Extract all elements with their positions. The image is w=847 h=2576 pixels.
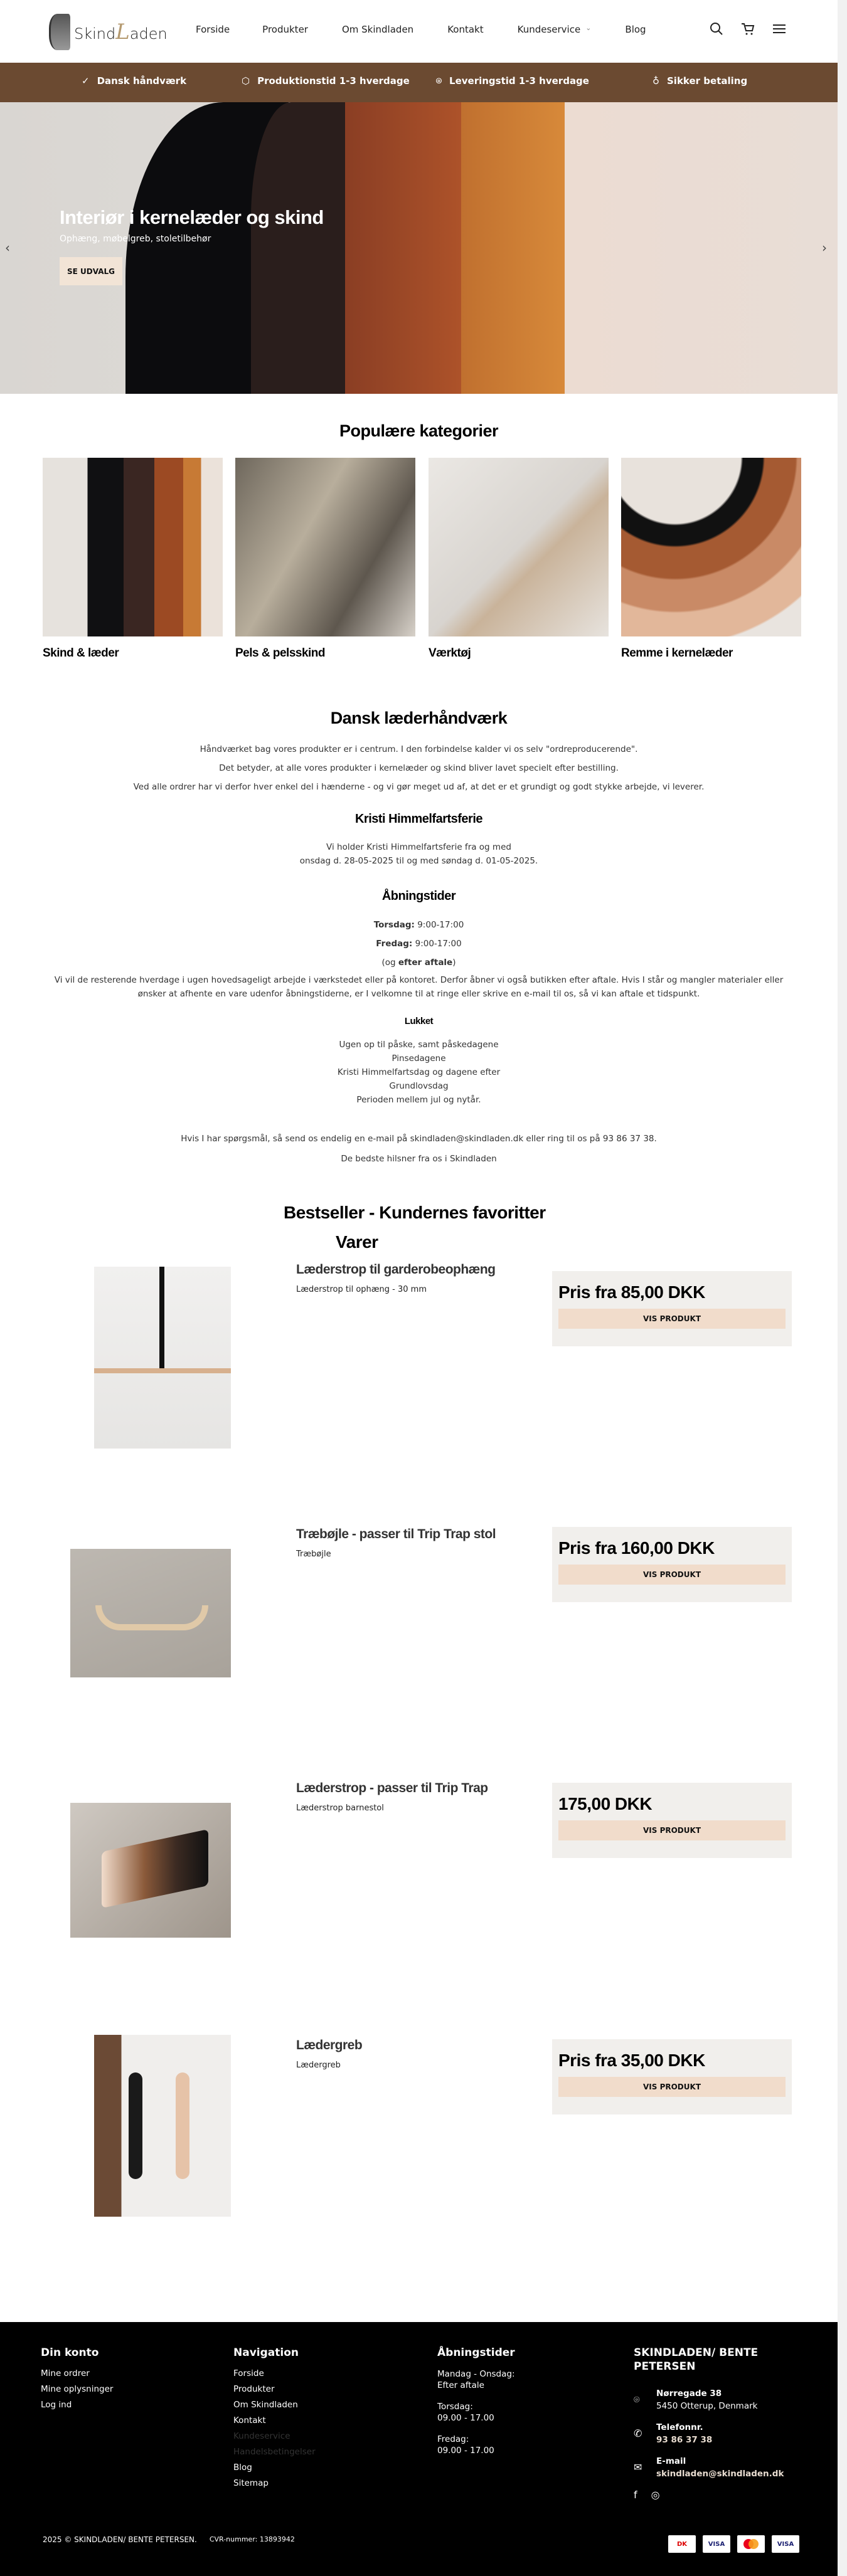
contact-text — [0, 1129, 838, 1169]
address: ⌾ Nørregade 38 5450 Otterup, Denmark — [634, 2389, 758, 2411]
usp-label: Leveringstid 1-3 hverdage — [449, 75, 589, 87]
footer-contact — [634, 2346, 791, 2501]
see-selection-button[interactable]: SE UDVALG — [60, 257, 122, 285]
closed-item: Pinsedagene — [392, 1053, 446, 1064]
main-nav — [196, 24, 646, 35]
phone-icon: ✆ — [634, 2427, 642, 2439]
price-box — [552, 2039, 792, 2114]
menu-icon[interactable] — [772, 21, 787, 36]
product-price: Pris fra 85,00 DKK — [558, 1282, 705, 1302]
holiday-text — [0, 840, 838, 868]
hero-image-leather-brown — [251, 102, 351, 394]
footer-link-info[interactable]: Mine oplysninger — [41, 2384, 114, 2394]
product-info — [296, 2038, 362, 2070]
dankort-icon: DK — [668, 2535, 696, 2553]
footer-hours-row: Mandag - Onsdag: Efter aftale — [437, 2369, 515, 2390]
category-card[interactable] — [621, 458, 801, 660]
footer-navigation — [233, 2346, 316, 2491]
hours-text: Vi vil de resterende hverdage i ugen hovedsageligt arbejde i værkstedet eller på kontoret. Derfor åbner vi også butikken efter aftale. Hvis I står og mangler materialer eller ønsker at afhente en vare udenfor åbningstiderne, er I velkomne til at ringe eller skrive en e-mail til os, så vi kan aftale et tidspunkt. — [54, 975, 784, 999]
logo[interactable] — [49, 13, 174, 51]
check-icon: ✓ — [82, 75, 90, 87]
category-image — [43, 458, 223, 636]
nav-om-skindladen[interactable]: Om Skindladen — [341, 24, 414, 35]
closed-title: Lukket — [404, 1016, 434, 1027]
price-box — [552, 1271, 792, 1346]
search-icon[interactable] — [709, 21, 724, 36]
product-name[interactable]: Lædergreb — [296, 2038, 363, 2052]
holiday-title: Kristi Himmelfartsferie — [354, 812, 483, 826]
closed-item: Kristi Himmelfartsdag og dagene efter — [337, 1067, 501, 1077]
price-box — [552, 1783, 792, 1858]
hours-row: Fredag: 9:00-17:00 — [376, 939, 462, 949]
closed-item: Perioden mellem jul og nytår. — [356, 1095, 481, 1105]
footer-heading: Din konto — [41, 2346, 99, 2359]
hours-list — [0, 916, 838, 972]
slider-next-icon[interactable]: › — [822, 240, 827, 255]
product-image[interactable] — [94, 2035, 231, 2217]
view-product-button[interactable]: VIS PRODUKT — [558, 1820, 786, 1840]
footer-link[interactable]: Kundeservice — [233, 2431, 290, 2441]
mail-icon: ✉ — [634, 2461, 642, 2473]
category-label: Remme i kernelæder — [621, 647, 733, 660]
logo-text: SkindLaden — [74, 19, 168, 45]
category-image — [621, 458, 801, 636]
view-product-button[interactable]: VIS PRODUKT — [558, 1309, 786, 1329]
product-desc: Træbøjle — [296, 1549, 331, 1559]
copyright-row — [43, 2535, 295, 2544]
product-image[interactable] — [70, 1549, 231, 1677]
footer-link[interactable]: Om Skindladen — [233, 2400, 298, 2410]
product-desc: Læderstrop barnestol — [296, 1803, 384, 1813]
usp-item — [242, 75, 410, 87]
holiday-line: Vi holder Kristi Himmelfartsferie fra og med — [326, 842, 511, 852]
copyright: 2025 © SKINDLADEN/ BENTE PETERSEN. — [43, 2535, 197, 2544]
header-icons — [709, 21, 787, 36]
product-info — [296, 1262, 496, 1294]
visa-electron-icon: VISA — [703, 2535, 730, 2553]
product-desc: Læderstrop til ophæng - 30 mm — [296, 1285, 427, 1294]
product-info — [296, 1527, 496, 1559]
appointment-note: (og efter aftale) — [381, 958, 456, 968]
product-price: 175,00 DKK — [558, 1794, 653, 1813]
bestseller-title: Bestseller - Kundernes favoritter — [284, 1203, 546, 1222]
footer-link[interactable]: Produkter — [233, 2384, 275, 2394]
hours-row: Torsdag: 9:00-17:00 — [373, 920, 464, 930]
category-card[interactable] — [429, 458, 609, 660]
price-box — [552, 1527, 792, 1602]
footer-link-orders[interactable]: Mine ordrer — [41, 2368, 90, 2378]
products-subtitle: Varer — [336, 1232, 378, 1252]
view-product-button[interactable]: VIS PRODUKT — [558, 2077, 786, 2097]
hours-title: Åbningstider — [381, 889, 456, 903]
footer-link[interactable]: Sitemap — [233, 2478, 269, 2488]
cart-icon[interactable] — [740, 21, 755, 36]
award-icon: ♁ — [653, 75, 659, 87]
closed-list — [0, 1038, 838, 1107]
chevron-down-icon[interactable]: ⌄ — [585, 24, 592, 32]
category-image — [429, 458, 609, 636]
footer-link[interactable]: Forside — [233, 2368, 264, 2378]
footer-heading: SKINDLADEN/ BENTE PETERSEN — [634, 2346, 759, 2373]
nav-kundeservice[interactable]: Kundeservice — [517, 24, 581, 35]
footer-link[interactable]: Kontakt — [233, 2415, 266, 2426]
about-line: Håndværket bag vores produkter er i centrum. I den forbindelse kalder vi os selv "ordreproducerende". — [200, 744, 638, 754]
category-label: Skind & læder — [43, 647, 119, 660]
nav-produkter[interactable]: Produkter — [262, 24, 308, 35]
footer-link-login[interactable]: Log ind — [41, 2400, 72, 2410]
usp-label: Sikker betaling — [667, 75, 748, 87]
contact-line: Hvis I har spørgsmål, så send os endelig en e-mail på skindladen@skindladen.dk eller ring til os på 93 86 37 38. — [181, 1134, 657, 1144]
package-icon: ⬡ — [242, 75, 250, 87]
product-info — [296, 1781, 488, 1813]
nav-forside[interactable]: Forside — [196, 24, 230, 35]
usp-bar — [0, 63, 838, 102]
about-title: Dansk læderhåndværk — [330, 709, 508, 727]
closed-item: Grundlovsdag — [389, 1081, 449, 1091]
email[interactable]: ✉ E-mail skindladen@skindladen.dk — [634, 2456, 784, 2479]
category-label: Pels & pelsskind — [235, 647, 326, 660]
facebook-icon[interactable]: f — [634, 2489, 637, 2501]
hero-slider — [0, 102, 838, 394]
category-card[interactable] — [43, 458, 223, 660]
cvr-number: CVR-nummer: 13893942 — [209, 2535, 295, 2543]
category-image — [235, 458, 415, 636]
slider-prev-icon[interactable]: ‹ — [5, 240, 10, 255]
nav-blog[interactable]: Blog — [625, 24, 646, 35]
nav-kontakt[interactable]: Kontakt — [447, 24, 484, 35]
category-label: Værktøj — [429, 647, 471, 660]
instagram-icon[interactable]: ◎ — [651, 2489, 660, 2501]
hero-image-leather-natural — [565, 102, 838, 394]
about-line: Ved alle ordrer har vi derfor hver enkel del i hænderne - og vi gør meget ud af, at det er et grundigt og godt stykke arbejde, vi leverer. — [133, 782, 705, 792]
hero-title: Interiør i kernelæder og skind — [60, 206, 324, 228]
footer-hours — [437, 2346, 515, 2456]
about-text — [0, 740, 838, 796]
product-name[interactable]: Læderstrop til garderobeophæng — [296, 1262, 496, 1277]
site-header — [0, 0, 838, 63]
greeting-line: De bedste hilsner fra os i Skindladen — [341, 1154, 497, 1164]
holiday-line: onsdag d. 28-05-2025 til og med søndag d. 01-05-2025. — [299, 856, 538, 866]
location-pin-icon: ⌾ — [634, 2394, 640, 2405]
footer-link[interactable]: Blog — [233, 2463, 252, 2473]
usp-label: Produktionstid 1-3 hverdage — [257, 75, 410, 87]
footer-heading: Åbningstider — [437, 2346, 515, 2359]
footer-hours-row: Torsdag: 09.00 - 17.00 — [437, 2402, 494, 2423]
product-desc: Lædergreb — [296, 2061, 341, 2070]
product-image[interactable] — [94, 1267, 231, 1449]
mastercard-icon — [737, 2535, 765, 2553]
phone[interactable]: ✆ Telefonnr. 93 86 37 38 — [634, 2422, 713, 2445]
site-footer — [0, 2322, 838, 2576]
categories-title: Populære kategorier — [339, 421, 499, 440]
social-links — [634, 2489, 791, 2501]
usp-item — [436, 75, 589, 87]
product-price: Pris fra 35,00 DKK — [558, 2051, 705, 2070]
product-image[interactable] — [70, 1803, 231, 1938]
closed-item: Ugen op til påske, samt påskedagene — [339, 1040, 499, 1050]
footer-link[interactable]: Handelsbetingelser — [233, 2447, 316, 2457]
logo-figure-icon — [49, 14, 70, 50]
scrollbar[interactable] — [838, 0, 847, 2576]
footer-account — [41, 2346, 113, 2413]
product-price: Pris fra 160,00 DKK — [558, 1538, 715, 1558]
usp-item — [82, 75, 186, 87]
product-name[interactable]: Læderstrop - passer til Trip Trap — [296, 1781, 488, 1795]
usp-item — [653, 75, 747, 87]
location-pin-icon: ⌾ — [436, 75, 442, 87]
visa-icon: VISA — [772, 2535, 799, 2553]
usp-label: Dansk håndværk — [97, 75, 187, 87]
view-product-button[interactable]: VIS PRODUKT — [558, 1565, 786, 1585]
about-line: Det betyder, at alle vores produkter i kernelæder og skind bliver lavet specielt efter bestilling. — [219, 763, 619, 773]
hero-subtitle: Ophæng, møbelgreb, stoletilbehør — [60, 234, 211, 244]
footer-hours-row: Fredag: 09.00 - 17.00 — [437, 2434, 494, 2456]
footer-heading: Navigation — [233, 2346, 299, 2359]
product-name[interactable]: Træbøjle - passer til Trip Trap stol — [296, 1527, 496, 1541]
hero-image-leather-rust — [345, 102, 471, 394]
payment-icons — [668, 2535, 799, 2553]
category-card[interactable] — [235, 458, 415, 660]
hero-image-leather-tan — [461, 102, 568, 394]
